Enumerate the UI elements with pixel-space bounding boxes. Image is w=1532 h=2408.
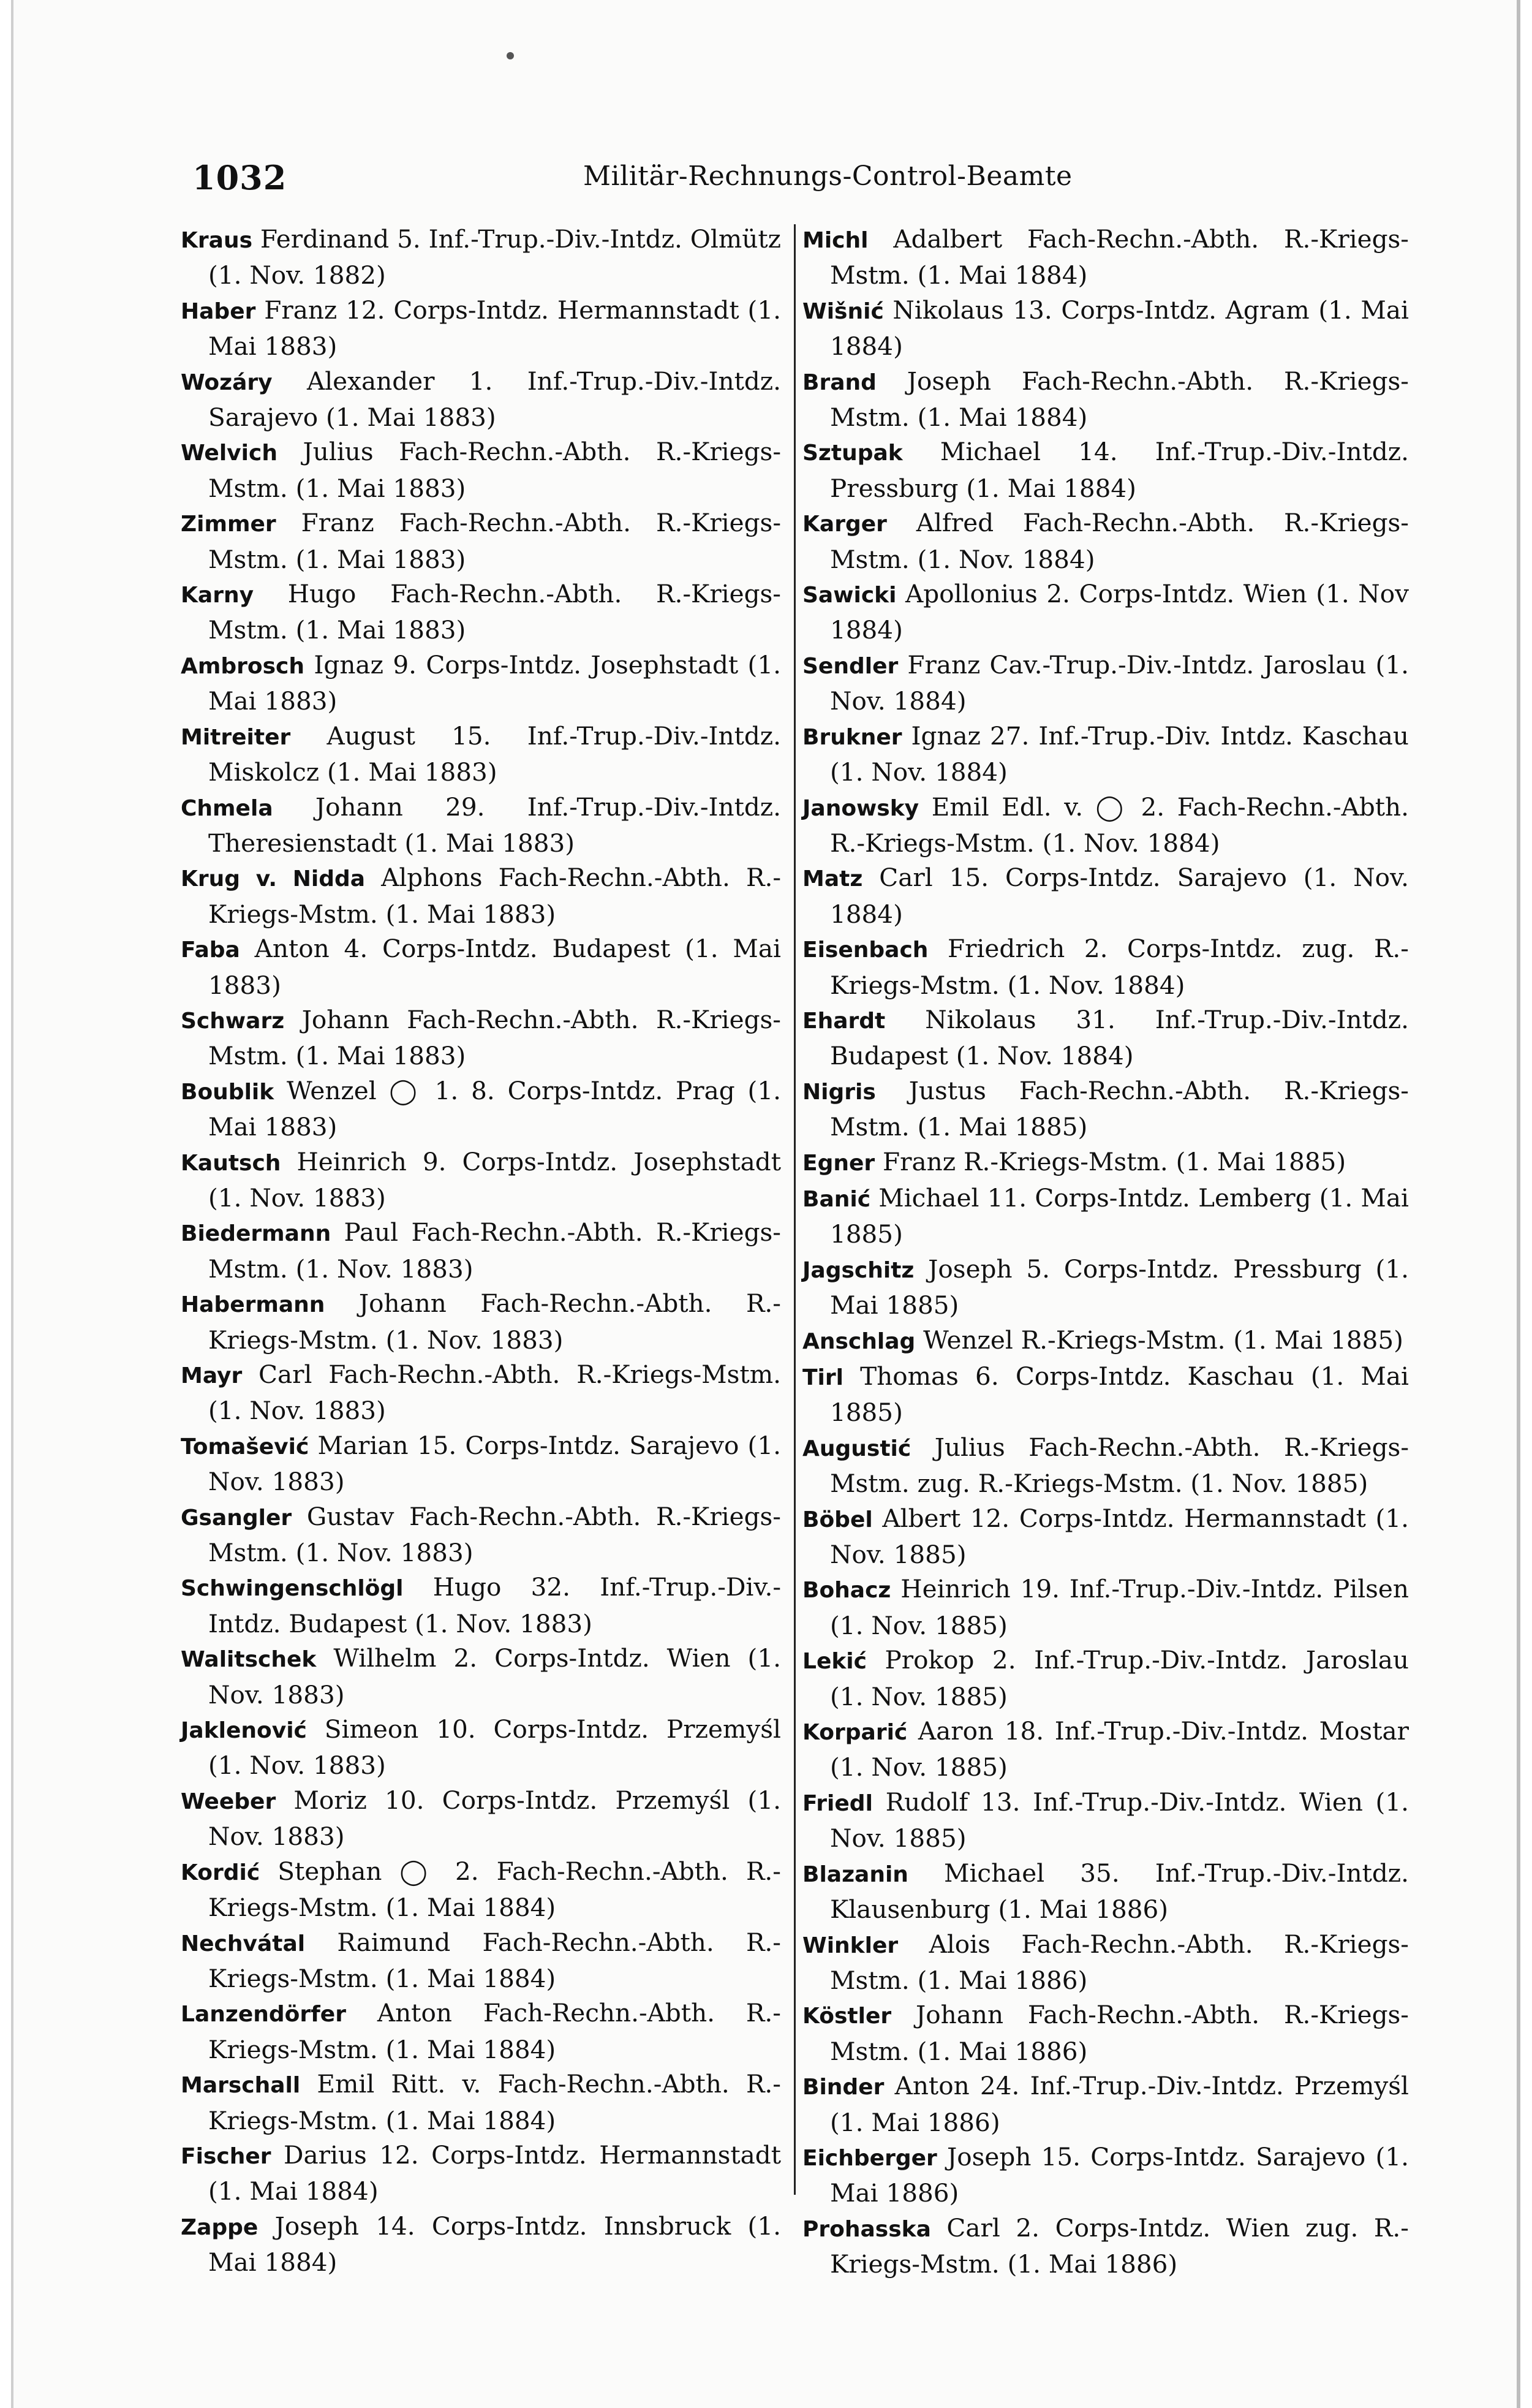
- list-item: [181, 293, 781, 364]
- list-item: [181, 434, 781, 505]
- list-item: [802, 222, 1409, 293]
- list-item: [181, 1002, 781, 1073]
- entry-details: Emil Edl. v. ◯ 2. Fach-Rechn.-Abth. R.-Kriegs-Mstm. (1. Nov. 1884): [830, 792, 1409, 858]
- entry-surname: Janowsky: [802, 795, 919, 821]
- entry-details: Johann Fach-Rechn.-Abth. R.-Kriegs-Mstm. (1. Nov. 1883): [208, 1289, 781, 1355]
- entry-details: Franz Fach-Rechn.-Abth. R.-Kriegs-Mstm. (1. Mai 1883): [208, 508, 781, 574]
- entry-details: Simeon 10. Corps-Intdz. Przemyśl (1. Nov. 1883): [208, 1714, 781, 1781]
- entry-surname: Habermann: [181, 1292, 325, 1318]
- entry-surname: Blazanin: [802, 1861, 908, 1887]
- entry-surname: Matz: [802, 866, 863, 892]
- list-item: [802, 1145, 1409, 1181]
- list-item: [802, 648, 1409, 719]
- entry-details: Thomas 6. Corps-Intdz. Kaschau (1. Mai 1885): [830, 1361, 1409, 1428]
- entry-surname: Prohasska: [802, 2216, 931, 2242]
- entry-details: Ignaz 27. Inf.-Trup.-Div. Intdz. Kaschau (1. Nov. 1884): [830, 721, 1409, 787]
- entry-details: Nikolaus 31. Inf.-Trup.-Div.-Intdz. Budapest (1. Nov. 1884): [830, 1004, 1409, 1071]
- entry-details: Rudolf 13. Inf.-Trup.-Div.-Intdz. Wien (1. Nov. 1885): [830, 1787, 1409, 1853]
- entry-surname: Jagschitz: [802, 1257, 915, 1283]
- entry-details: Johann Fach-Rechn.-Abth. R.-Kriegs-Mstm. (1. Mai 1883): [208, 1004, 781, 1071]
- entry-details: Aaron 18. Inf.-Trup.-Div.-Intdz. Mostar (1. Nov. 1885): [830, 1716, 1409, 1782]
- entry-surname: Lekić: [802, 1649, 867, 1675]
- entry-details: Ignaz 9. Corps-Intdz. Josephstadt (1. Mai 1883): [208, 649, 781, 716]
- list-item: [802, 1252, 1409, 1323]
- entry-surname: Binder: [802, 2075, 885, 2100]
- list-item: [181, 577, 781, 648]
- entry-surname: Weeber: [181, 1789, 276, 1814]
- page-number: 1032: [192, 158, 287, 197]
- entry-surname: Friedl: [802, 1790, 873, 1816]
- list-item: [802, 1073, 1409, 1145]
- entry-surname: Mayr: [181, 1363, 243, 1388]
- list-item: [802, 1643, 1409, 1714]
- entry-details: Heinrich 19. Inf.-Trup.-Div.-Intdz. Pilsen (1. Nov. 1885): [830, 1574, 1409, 1640]
- entry-details: Alois Fach-Rechn.-Abth. R.-Kriegs-Mstm. (1. Mai 1886): [830, 1929, 1409, 1995]
- entry-details: Gustav Fach-Rechn.-Abth. R.-Kriegs-Mstm. (1. Nov. 1883): [208, 1501, 781, 1568]
- entry-surname: Krug v. Nidda: [181, 866, 366, 892]
- list-item: [802, 790, 1409, 861]
- entry-details: Alfred Fach-Rechn.-Abth. R.-Kriegs-Mstm. (1. Nov. 1884): [830, 508, 1409, 574]
- entry-details: Julius Fach-Rechn.-Abth. R.-Kriegs-Mstm. (1. Mai 1883): [208, 437, 781, 503]
- entry-details: Alexander 1. Inf.-Trup.-Div.-Intdz. Sarajevo (1. Mai 1883): [208, 366, 781, 433]
- list-item: [802, 2211, 1409, 2282]
- entry-surname: Fischer: [181, 2143, 271, 2169]
- entry-details: Friedrich 2. Corps-Intdz. zug. R.-Kriegs-Mstm. (1. Nov. 1884): [830, 934, 1409, 1000]
- list-item: [802, 1323, 1409, 1359]
- list-item: [181, 1641, 781, 1712]
- entry-details: Apollonius 2. Corps-Intdz. Wien (1. Nov 1884): [830, 579, 1409, 645]
- list-item: [802, 1002, 1409, 1073]
- list-item: [802, 1359, 1409, 1430]
- entry-details: Darius 12. Corps-Intdz. Hermannstadt (1. Mai 1884): [208, 2140, 781, 2206]
- entry-surname: Schwingenschlögl: [181, 1576, 404, 1602]
- list-item: [181, 648, 781, 719]
- list-item: [181, 2138, 781, 2209]
- list-item: [181, 1145, 781, 1216]
- list-item: [802, 1997, 1409, 2069]
- entry-surname: Köstler: [802, 2004, 892, 2029]
- entry-details: Raimund Fach-Rechn.-Abth. R.-Kriegs-Mstm. (1. Mai 1884): [208, 1927, 781, 1993]
- entry-surname: Wišnić: [802, 298, 884, 324]
- entry-surname: Lanzendörfer: [181, 2002, 346, 2027]
- entry-details: Franz R.-Kriegs-Mstm. (1. Mai 1885): [875, 1146, 1346, 1176]
- entry-surname: Tirl: [802, 1365, 843, 1390]
- entry-surname: Tomašević: [181, 1434, 309, 1460]
- entry-surname: Sendler: [802, 653, 899, 679]
- entry-details: Moriz 10. Corps-Intdz. Przemyśl (1. Nov. 1883): [208, 1785, 781, 1852]
- list-item: [802, 293, 1409, 364]
- entry-details: Paul Fach-Rechn.-Abth. R.-Kriegs-Mstm. (1. Nov. 1883): [208, 1217, 781, 1284]
- list-item: [181, 1286, 781, 1357]
- list-item: [802, 1572, 1409, 1643]
- entry-surname: Ehardt: [802, 1008, 886, 1034]
- entry-surname: Bohacz: [802, 1578, 891, 1603]
- list-item: [181, 1783, 781, 1854]
- entry-surname: Winkler: [802, 1933, 899, 1958]
- entry-details: Wilhelm 2. Corps-Intdz. Wien (1. Nov. 1883): [208, 1643, 781, 1709]
- entry-details: Franz Cav.-Trup.-Div.-Intdz. Jaroslau (1. Nov. 1884): [830, 649, 1409, 716]
- entry-surname: Banić: [802, 1186, 871, 1212]
- entry-details: Adalbert Fach-Rechn.-Abth. R.-Kriegs-Mstm. (1. Mai 1884): [830, 224, 1409, 290]
- entry-surname: Nechvátal: [181, 1931, 306, 1956]
- list-item: [802, 2069, 1409, 2140]
- list-item: [802, 1714, 1409, 1785]
- entry-details: Stephan ◯ 2. Fach-Rechn.-Abth. R.-Kriegs-Mstm. (1. Mai 1884): [208, 1856, 781, 1923]
- entry-surname: Brukner: [802, 724, 902, 750]
- entry-surname: Welvich: [181, 441, 277, 466]
- entry-details: Emil Ritt. v. Fach-Rechn.-Abth. R.-Kriegs-Mstm. (1. Mai 1884): [208, 2069, 781, 2135]
- entry-details: Michael 35. Inf.-Trup.-Div.-Intdz. Klausenburg (1. Mai 1886): [830, 1858, 1409, 1925]
- list-item: [181, 2209, 781, 2280]
- entry-details: Wenzel ◯ 1. 8. Corps-Intdz. Prag (1. Mai 1883): [208, 1075, 781, 1142]
- entry-details: Johann 29. Inf.-Trup.-Div.-Intdz. Theresienstadt (1. Mai 1883): [208, 792, 781, 858]
- entry-surname: Kraus: [181, 228, 252, 253]
- list-item: [181, 1854, 781, 1925]
- list-item: [802, 364, 1409, 435]
- list-item: [181, 364, 781, 435]
- entry-surname: Korparić: [802, 1720, 908, 1746]
- entry-details: August 15. Inf.-Trup.-Div.-Intdz. Miskolcz (1. Mai 1883): [208, 721, 781, 787]
- list-item: [802, 434, 1409, 505]
- entry-surname: Kautsch: [181, 1150, 281, 1176]
- list-item: [181, 1215, 781, 1286]
- entry-surname: Zimmer: [181, 512, 276, 537]
- list-item: [181, 931, 781, 1002]
- list-item: [802, 1501, 1409, 1572]
- entry-details: Alphons Fach-Rechn.-Abth. R.-Kriegs-Mstm. (1. Mai 1883): [208, 863, 781, 929]
- entry-details: Albert 12. Corps-Intdz. Hermannstadt (1. Nov. 1885): [830, 1503, 1409, 1570]
- list-item: [181, 1925, 781, 1996]
- entry-surname: Jaklenović: [181, 1718, 307, 1744]
- entry-details: Anton Fach-Rechn.-Abth. R.-Kriegs-Mstm. (1. Mai 1884): [208, 1998, 781, 2064]
- list-item: [802, 1927, 1409, 1998]
- entry-details: Joseph 5. Corps-Intdz. Pressburg (1. Mai 1885): [830, 1254, 1409, 1320]
- list-item: [181, 790, 781, 861]
- entry-details: Heinrich 9. Corps-Intdz. Josephstadt (1. Nov. 1883): [208, 1146, 781, 1213]
- column-divider: [794, 224, 796, 2195]
- entry-surname: Walitschek: [181, 1647, 317, 1673]
- entry-details: Michael 14. Inf.-Trup.-Div.-Intdz. Pressburg (1. Mai 1884): [830, 437, 1409, 503]
- entry-details: Franz 12. Corps-Intdz. Hermannstadt (1. Mai 1883): [208, 295, 781, 362]
- entry-details: Johann Fach-Rechn.-Abth. R.-Kriegs-Mstm. (1. Mai 1886): [830, 2000, 1409, 2066]
- list-item: [802, 2140, 1409, 2211]
- entry-surname: Karger: [802, 512, 887, 537]
- list-item: [181, 505, 781, 577]
- list-item: [802, 1181, 1409, 1252]
- entry-details: Anton 24. Inf.-Trup.-Div.-Intdz. Przemyśl (1. Mai 1886): [830, 2071, 1409, 2137]
- list-item: [181, 222, 781, 293]
- entry-surname: Eichberger: [802, 2145, 937, 2171]
- right-column: [802, 222, 1409, 2282]
- entry-details: Joseph 15. Corps-Intdz. Sarajevo (1. Mai 1886): [830, 2141, 1409, 2208]
- entry-details: Nikolaus 13. Corps-Intdz. Agram (1. Mai 1884): [830, 295, 1409, 362]
- entry-surname: Wozáry: [181, 369, 273, 395]
- entry-surname: Biedermann: [181, 1221, 331, 1247]
- entry-details: Marian 15. Corps-Intdz. Sarajevo (1. Nov. 1883): [208, 1430, 781, 1497]
- entry-surname: Zappe: [181, 2214, 258, 2240]
- entry-details: Ferdinand 5. Inf.-Trup.-Div.-Intdz. Olmütz (1. Nov. 1882): [208, 224, 781, 290]
- entry-surname: Böbel: [802, 1507, 873, 1532]
- entry-surname: Augustić: [802, 1436, 911, 1461]
- entry-details: Joseph Fach-Rechn.-Abth. R.-Kriegs-Mstm. (1. Mai 1884): [830, 366, 1409, 433]
- entry-surname: Schwarz: [181, 1008, 285, 1034]
- entry-surname: Michl: [802, 228, 869, 253]
- list-item: [802, 577, 1409, 648]
- list-item: [181, 1073, 781, 1145]
- list-item: [802, 1785, 1409, 1856]
- left-column: [181, 222, 781, 2280]
- entry-surname: Ambrosch: [181, 653, 305, 679]
- entry-surname: Brand: [802, 369, 877, 395]
- list-item: [181, 2067, 781, 2138]
- list-item: [181, 1570, 781, 1641]
- entry-surname: Karny: [181, 583, 254, 608]
- entry-details: Hugo Fach-Rechn.-Abth. R.-Kriegs-Mstm. (1. Mai 1883): [208, 579, 781, 645]
- list-item: [181, 1996, 781, 2067]
- entry-details: Wenzel R.-Kriegs-Mstm. (1. Mai 1885): [915, 1325, 1403, 1355]
- list-item: [181, 1712, 781, 1783]
- entry-surname: Faba: [181, 937, 240, 963]
- entry-details: Carl 2. Corps-Intdz. Wien zug. R.-Kriegs-Mstm. (1. Mai 1886): [830, 2213, 1409, 2279]
- entry-details: Justus Fach-Rechn.-Abth. R.-Kriegs-Mstm. (1. Mai 1885): [830, 1075, 1409, 1142]
- list-item: [181, 1357, 781, 1428]
- entry-surname: Marschall: [181, 2073, 301, 2099]
- entry-surname: Nigris: [802, 1079, 876, 1105]
- ink-speck: [507, 52, 514, 59]
- entry-surname: Anschlag: [802, 1328, 916, 1354]
- entry-surname: Eisenbach: [802, 937, 929, 963]
- entry-surname: Sztupak: [802, 441, 903, 466]
- running-head: Militär-Rechnungs-Control-Beamte: [583, 161, 1073, 192]
- list-item: [181, 1428, 781, 1499]
- entry-surname: Egner: [802, 1150, 875, 1176]
- entry-details: Carl 15. Corps-Intdz. Sarajevo (1. Nov. 1884): [830, 863, 1409, 929]
- entry-surname: Gsangler: [181, 1505, 292, 1531]
- list-item: [802, 1856, 1409, 1927]
- entry-details: Hugo 32. Inf.-Trup.-Div.-Intdz. Budapest (1. Nov. 1883): [208, 1572, 781, 1638]
- list-item: [181, 860, 781, 931]
- list-item: [802, 505, 1409, 577]
- entry-surname: Chmela: [181, 795, 273, 821]
- entry-surname: Boublik: [181, 1079, 274, 1105]
- list-item: [181, 719, 781, 790]
- entry-surname: Haber: [181, 298, 256, 324]
- entry-details: Anton 4. Corps-Intdz. Budapest (1. Mai 1883): [208, 934, 781, 1000]
- entry-surname: Mitreiter: [181, 724, 291, 750]
- entry-surname: Kordić: [181, 1860, 260, 1885]
- entry-surname: Sawicki: [802, 583, 897, 608]
- list-item: [181, 1499, 781, 1570]
- entry-details: Carl Fach-Rechn.-Abth. R.-Kriegs-Mstm. (1. Nov. 1883): [208, 1360, 781, 1426]
- list-item: [802, 719, 1409, 790]
- entry-details: Julius Fach-Rechn.-Abth. R.-Kriegs-Mstm. zug. R.-Kriegs-Mstm. (1. Nov. 1885): [830, 1432, 1409, 1499]
- list-item: [802, 931, 1409, 1002]
- list-item: [802, 860, 1409, 931]
- entry-details: Michael 11. Corps-Intdz. Lemberg (1. Mai 1885): [830, 1183, 1409, 1249]
- list-item: [802, 1430, 1409, 1501]
- entry-details: Prokop 2. Inf.-Trup.-Div.-Intdz. Jaroslau (1. Nov. 1885): [830, 1645, 1409, 1711]
- entry-details: Joseph 14. Corps-Intdz. Innsbruck (1. Mai 1884): [208, 2211, 781, 2277]
